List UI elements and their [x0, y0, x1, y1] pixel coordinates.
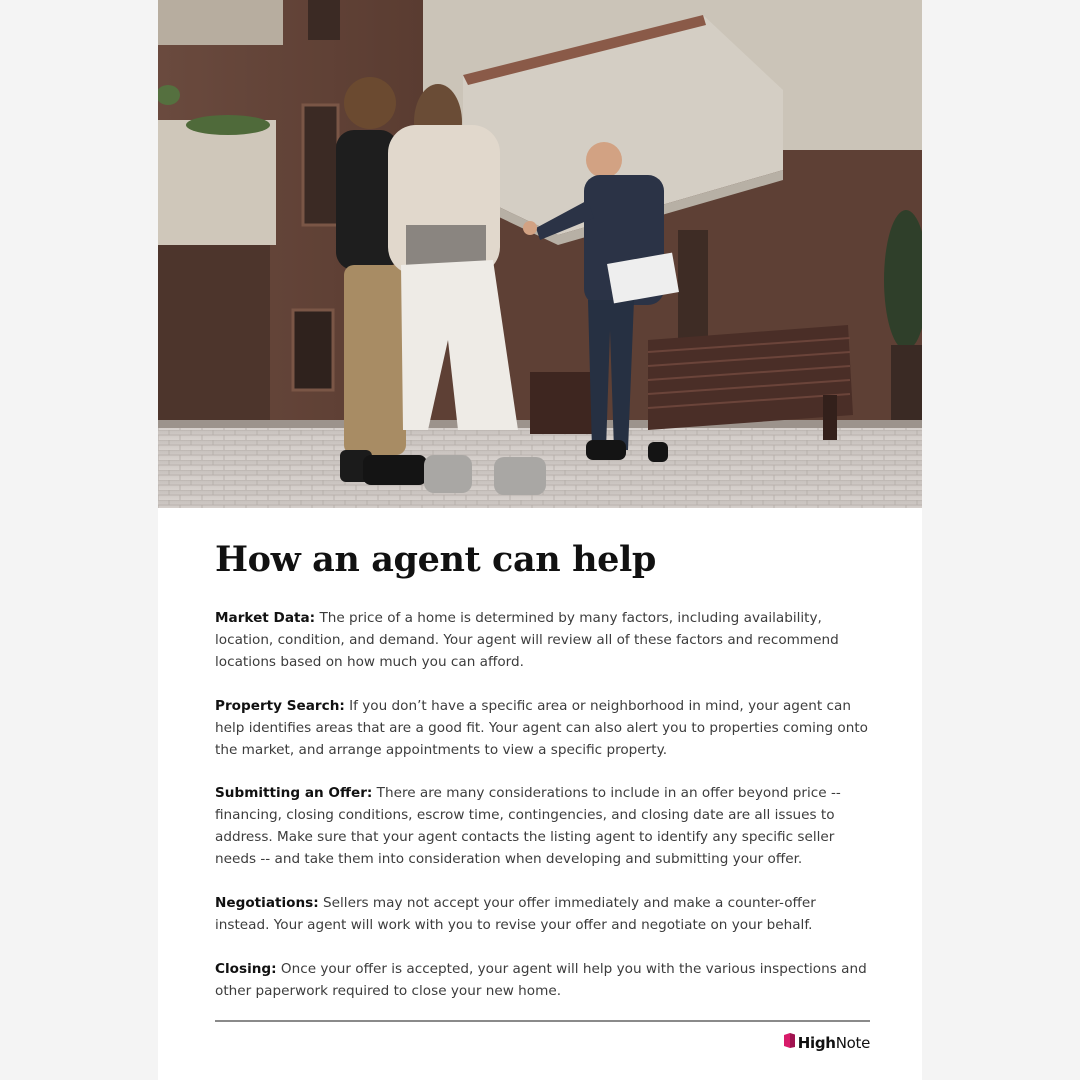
- brand-name-part1: High: [797, 1033, 836, 1052]
- section-list: [215, 608, 870, 1003]
- section-label: Closing:: [215, 960, 277, 977]
- section-text: The price of a home is determined by many factors, including availability, location, condition, and demand. Your agent will review all of these factors and recommend locations based on how much you can afford.: [215, 610, 839, 670]
- section-label: Negotiations:: [215, 895, 319, 912]
- section-closing: [215, 959, 870, 1003]
- section-text: If you don’t have a specific area or neighborhood in mind, your agent can help identifies areas that are a good fit. Your agent can also alert you to properties coming onto the market, and arrange appointments to view a specific property.: [215, 697, 868, 758]
- brand-name: [798, 1034, 870, 1052]
- highnote-logo-icon: [784, 1033, 795, 1052]
- document-body: [215, 538, 870, 1025]
- section-negotiations: [215, 893, 870, 937]
- section-text: There are many considerations to include in an offer beyond price -- financing, closing conditions, escrow time, contingencies, and closing date are all issues to address. Make sure that your agent contacts the listing agent to identify any specific seller needs -- and take them into consideration when developing and submitting your offer.: [215, 785, 841, 868]
- section-market-data: [215, 608, 870, 674]
- section-text: Once your offer is accepted, your agent will help you with the various inspections and other paperwork required to close your new home.: [215, 960, 867, 999]
- document-page: [158, 0, 922, 1080]
- section-text: Sellers may not accept your offer immediately and make a counter-offer instead. Your agent will work with you to revise your offer and negotiate on your behalf.: [215, 895, 816, 933]
- brand-name-part2: Note: [835, 1033, 870, 1052]
- footer-divider: [215, 1020, 870, 1022]
- section-property-search: [215, 696, 870, 762]
- section-label: Property Search:: [215, 697, 345, 714]
- hero-photo: [158, 0, 922, 508]
- brand-logo: [784, 1033, 870, 1052]
- section-submitting-offer: [215, 783, 870, 871]
- section-label: Submitting an Offer:: [215, 785, 373, 802]
- section-label: Market Data:: [215, 610, 316, 626]
- page-title: How an agent can help: [215, 539, 656, 580]
